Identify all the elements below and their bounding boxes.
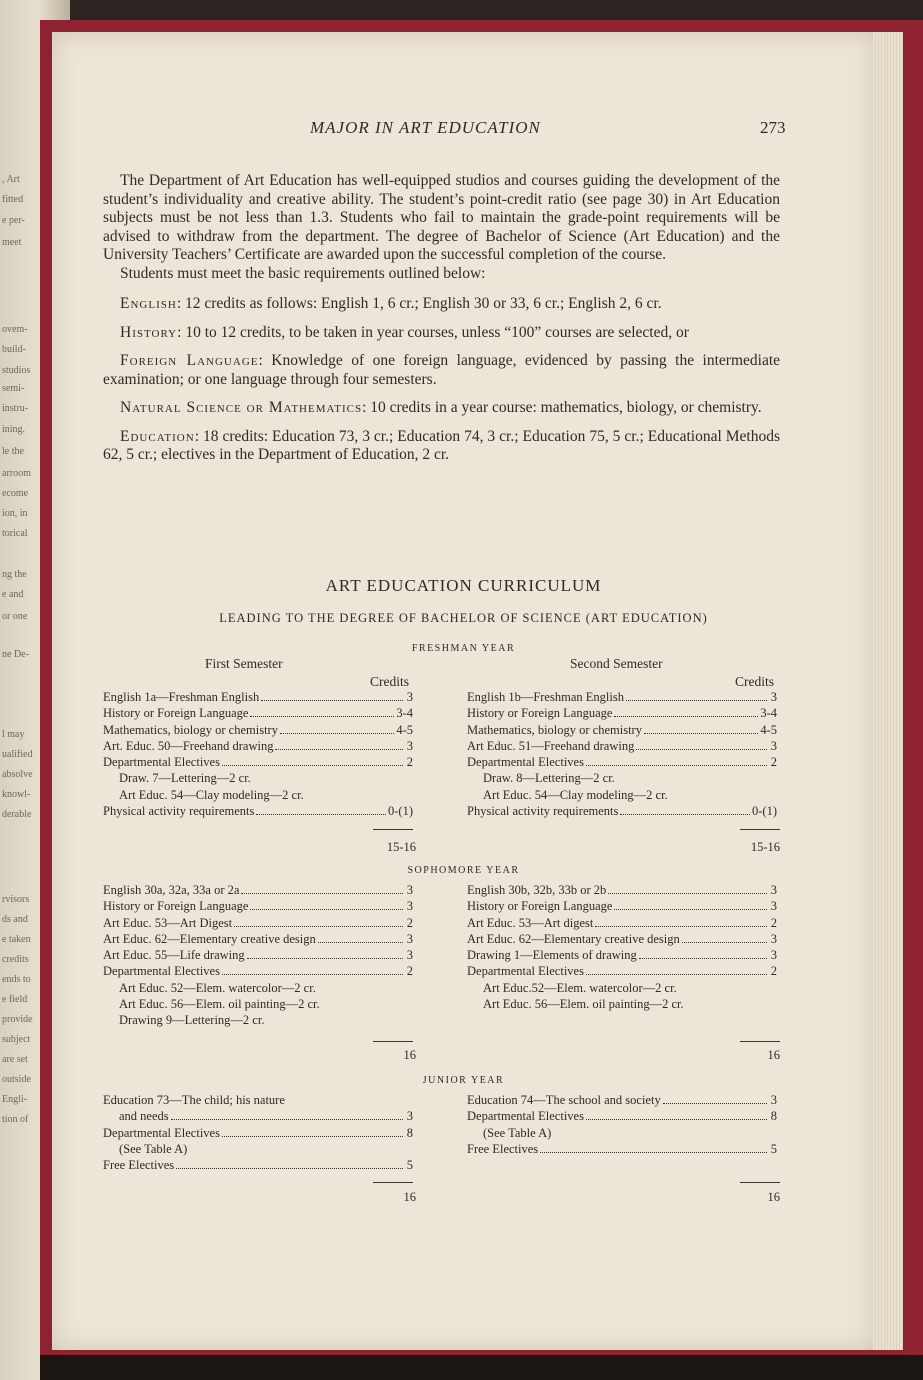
- course-name: Drawing 1—Elements of drawing: [467, 948, 637, 963]
- course-row: [103, 770, 413, 786]
- course-credits: 5: [406, 1158, 413, 1173]
- course-row: [103, 996, 413, 1012]
- leader-dots: [241, 882, 403, 894]
- leader-dots: [586, 963, 767, 975]
- course-name: Free Electives: [103, 1158, 175, 1173]
- course-row: [467, 947, 777, 963]
- margin-fragment: tion of: [2, 1114, 29, 1125]
- leader-dots: [614, 898, 767, 910]
- course-row: [467, 1108, 777, 1124]
- course-row: [103, 754, 413, 770]
- margin-fragment: , Art: [2, 174, 20, 185]
- margin-fragment: subject: [2, 1034, 31, 1045]
- course-row: [467, 996, 777, 1012]
- leader-dots: [318, 931, 403, 943]
- course-name: Art Educ. 62—Elementary creative design: [103, 931, 316, 946]
- margin-fragment: ng the: [2, 569, 27, 580]
- course-row: [467, 1125, 777, 1141]
- intro-paragraph: The Department of Art Education has well-equipped studios and courses guiding the development of the student’s individuality and creative ability. The student’s point-credit ratio (see page 30) in Art Education subjects must be not less than 1.3. Students who fail to maintain the grade-point requirements will be advised to withdraw from the department. The degree of Bachelor of Science (Art Education) and the University Teachers’ Certificate are awarded upon the successful completion of the course.: [103, 172, 780, 263]
- margin-fragment: e field: [2, 994, 28, 1005]
- course-name: History or Foreign Language: [467, 706, 613, 721]
- freshman-second-total: 15-16: [750, 840, 780, 854]
- margin-fragment: ends to: [2, 974, 31, 985]
- course-name: Art Educ. 54—Clay modeling—2 cr.: [119, 787, 304, 802]
- course-credits: 2: [406, 755, 413, 770]
- leader-dots: [222, 754, 403, 766]
- course-credits: 3: [770, 690, 777, 704]
- course-name: Art Educ. 53—Art digest: [467, 915, 594, 930]
- course-name: History or Foreign Language: [103, 899, 249, 914]
- course-row: [467, 882, 777, 898]
- course-row: [467, 1141, 777, 1157]
- requirement-text: 10 to 12 credits, to be taken in year courses, unless “100” courses are selected, or: [185, 323, 689, 341]
- course-name: Art Educ. 62—Elementary creative design: [467, 931, 680, 946]
- margin-fragment: rvisors: [2, 894, 30, 905]
- requirement-english: English: 12 credits as follows: English 1, 6 cr.; English 30 or 33, 6 cr.; English 2, 6 cr.: [120, 295, 662, 312]
- leader-dots: [234, 915, 403, 927]
- margin-fragment: meet: [2, 237, 22, 248]
- requirement-text: Knowledge of one foreign language, evidenced by passing the intermediate examination; or one language through four semesters.: [103, 352, 781, 388]
- course-name: Education 74—The school and society: [467, 1093, 661, 1107]
- course-name: Art. Educ. 50—Freehand drawing: [103, 738, 274, 753]
- course-credits: 8: [406, 1125, 413, 1140]
- course-credits: 3: [406, 883, 413, 897]
- curriculum-title: ART EDUCATION CURRICULUM: [325, 576, 602, 595]
- leader-dots: [644, 722, 758, 734]
- margin-fragment: Engli-: [2, 1094, 27, 1105]
- requirement-label: Education: [120, 427, 195, 445]
- course-name: Drawing 9—Lettering—2 cr.: [119, 1013, 265, 1028]
- course-row: [467, 1092, 777, 1108]
- leader-dots: [682, 931, 767, 943]
- margin-fragment: l may: [2, 729, 25, 740]
- course-name: Free Electives: [467, 1141, 539, 1156]
- margin-fragment: outside: [2, 1074, 31, 1085]
- course-credits: 3: [406, 931, 413, 946]
- curriculum-subtitle: LEADING TO THE DEGREE OF BACHELOR OF SCIENCE (ART EDUCATION): [219, 611, 708, 625]
- course-credits: 3: [770, 738, 777, 753]
- course-name: Art Educ.52—Elem. watercolor—2 cr.: [483, 980, 677, 995]
- sophomore-year-label: SOPHOMORE YEAR: [407, 865, 520, 876]
- leader-dots: [586, 1108, 767, 1120]
- leader-dots: [608, 882, 767, 894]
- leader-dots: [540, 1141, 767, 1153]
- sophomore-first-semester: [103, 882, 413, 1029]
- leader-dots: [171, 1108, 403, 1120]
- total-rule: [740, 1182, 780, 1183]
- leader-dots: [256, 803, 386, 815]
- page-stack-edge: [873, 32, 903, 1350]
- course-name: Art Educ. 56—Elem. oil painting—2 cr.: [119, 997, 320, 1012]
- course-credits: 3: [770, 948, 777, 963]
- course-name: Art Educ. 52—Elem. watercolor—2 cr.: [119, 980, 316, 995]
- course-name: English 30a, 32a, 33a or 2a: [103, 883, 240, 897]
- margin-fragment: torical: [2, 528, 28, 539]
- margin-fragment: studios: [2, 365, 31, 376]
- leader-dots: [250, 705, 394, 717]
- margin-fragment: are set: [2, 1054, 28, 1065]
- course-credits: 2: [770, 964, 777, 979]
- margin-fragment: arroom: [2, 468, 31, 479]
- total-rule: [740, 1041, 780, 1042]
- course-row: [103, 1108, 413, 1124]
- total-rule: [373, 1041, 413, 1042]
- course-credits: 3: [770, 931, 777, 946]
- course-row: [467, 705, 777, 721]
- course-credits: 0-(1): [752, 804, 777, 819]
- page-header: [52, 118, 875, 142]
- course-row: [467, 963, 777, 979]
- course-name: Physical activity requirements: [467, 804, 619, 819]
- course-name: History or Foreign Language: [103, 706, 249, 721]
- course-row: [103, 787, 413, 803]
- leader-dots: [250, 898, 403, 910]
- course-row: [467, 980, 777, 996]
- course-credits: 4-5: [760, 722, 777, 737]
- course-credits: 4-5: [396, 722, 413, 737]
- course-credits: 3: [406, 1109, 413, 1124]
- course-row: [467, 754, 777, 770]
- course-name: Art Educ. 53—Art Digest: [103, 915, 233, 930]
- margin-fragment: ecome: [2, 488, 29, 499]
- course-credits: 3: [406, 690, 413, 704]
- course-credits: 2: [770, 915, 777, 930]
- first-semester-heading: First Semester: [205, 656, 283, 671]
- requirement-text: 10 credits in a year course: mathematics, biology, or chemistry.: [370, 399, 762, 416]
- second-semester-heading: Second Semester: [570, 656, 663, 671]
- course-name: English 1a—Freshman English: [103, 690, 260, 704]
- margin-fragment: provide: [2, 1014, 33, 1025]
- margin-fragment: ining.: [2, 424, 26, 435]
- course-name: Departmental Electives: [467, 755, 584, 770]
- course-row: [103, 722, 413, 738]
- margin-fragment: ualified: [2, 749, 33, 760]
- margin-fragment: derable: [2, 809, 32, 820]
- requirement-foreign-language: Foreign Language: Knowledge of one foreign language, evidenced by passing the intermediate examination; or one language through four semesters.: [103, 352, 781, 388]
- junior-first-total: 16: [403, 1190, 416, 1204]
- course-row: [467, 803, 777, 819]
- course-row: [103, 689, 413, 705]
- course-credits: 3: [770, 899, 777, 914]
- course-row: [467, 738, 777, 754]
- course-row: [467, 770, 777, 786]
- course-name: and needs: [119, 1109, 169, 1124]
- course-credits: 3-4: [760, 706, 777, 721]
- course-row: [467, 689, 777, 705]
- margin-fragment: e per-: [2, 215, 25, 226]
- course-name: Draw. 8—Lettering—2 cr.: [483, 771, 615, 786]
- course-name: Physical activity requirements: [103, 804, 255, 819]
- leader-dots: [620, 803, 750, 815]
- intro-section: [103, 172, 780, 465]
- course-row: [103, 915, 413, 931]
- margin-fragment: instru-: [2, 403, 29, 414]
- course-credits: 3: [406, 738, 413, 753]
- course-row: [103, 705, 413, 721]
- course-name: Departmental Electives: [103, 964, 220, 979]
- junior-second-total: 16: [767, 1190, 780, 1204]
- requirement-label: Natural Science or Mathematics: [120, 399, 363, 416]
- course-name: Departmental Electives: [103, 755, 220, 770]
- course-name: Art Educ. 54—Clay modeling—2 cr.: [483, 787, 668, 802]
- course-row: [103, 980, 413, 996]
- requirement-history: History: 10 to 12 credits, to be taken in year courses, unless “100” courses are selected, or: [120, 323, 689, 341]
- course-row: [103, 947, 413, 963]
- course-row: [103, 738, 413, 754]
- course-row: [103, 1141, 413, 1157]
- margin-fragment: knowl-: [2, 789, 31, 800]
- requirement-label: Foreign Language: [120, 352, 259, 369]
- leader-dots: [222, 1125, 403, 1137]
- course-credits: 2: [406, 964, 413, 979]
- sophomore-second-semester: [467, 882, 777, 1012]
- course-name: Mathematics, biology or chemistry: [467, 722, 642, 737]
- course-row: [467, 722, 777, 738]
- course-credits: 0-(1): [388, 804, 413, 819]
- course-row: [467, 915, 777, 931]
- total-rule: [373, 829, 413, 830]
- requirement-label: English: [120, 295, 177, 312]
- junior-year-label: JUNIOR YEAR: [422, 1075, 505, 1086]
- total-rule: [740, 829, 780, 830]
- margin-fragment: e and: [2, 589, 24, 600]
- sophomore-first-total: 16: [403, 1048, 416, 1062]
- course-name: Departmental Electives: [467, 964, 584, 979]
- page-number: 273: [760, 118, 786, 137]
- course-name: Departmental Electives: [103, 1125, 220, 1140]
- freshman-year-label: FRESHMAN YEAR: [411, 643, 516, 654]
- running-head: MAJOR IN ART EDUCATION: [310, 118, 541, 137]
- course-row: [467, 898, 777, 914]
- course-credits: 2: [770, 755, 777, 770]
- leader-dots: [275, 738, 403, 750]
- margin-fragment: e taken: [2, 934, 31, 945]
- course-name: Art Educ. 51—Freehand drawing: [467, 738, 635, 753]
- sophomore-second-total: 16: [767, 1048, 780, 1062]
- course-credits: 8: [770, 1109, 777, 1124]
- course-credits: 3-4: [396, 706, 413, 721]
- course-row: [103, 1092, 413, 1108]
- junior-second-semester: [467, 1092, 777, 1157]
- leader-dots: [626, 689, 767, 701]
- course-name: (See Table A): [119, 1141, 188, 1156]
- course-name: Mathematics, biology or chemistry: [103, 722, 278, 737]
- course-name: Art Educ. 55—Life drawing: [103, 948, 245, 963]
- leader-dots: [663, 1092, 767, 1104]
- course-name: Draw. 7—Lettering—2 cr.: [119, 771, 251, 786]
- course-row: [103, 1125, 413, 1141]
- course-row: [467, 931, 777, 947]
- leader-dots: [586, 754, 767, 766]
- course-row: [103, 963, 413, 979]
- course-credits: 3: [406, 948, 413, 963]
- requirement-text: 12 credits as follows: English 1, 6 cr.; English 30 or 33, 6 cr.; English 2, 6 cr.: [185, 295, 662, 312]
- margin-fragment: ovem-: [2, 324, 28, 335]
- course-row: [103, 803, 413, 819]
- course-credits: 3: [406, 899, 413, 914]
- requirement-education: Education: 18 credits: Education 73, 3 cr.; Education 74, 3 cr.; Education 75, 5 cr.; Educational Methods 62, 5 cr.; electives in the Department of Education, 2 cr.: [103, 427, 780, 463]
- leader-dots: [247, 947, 403, 959]
- course-name: Art Educ. 56—Elem. oil painting—2 cr.: [483, 997, 684, 1012]
- course-name: English 30b, 32b, 33b or 2b: [467, 883, 607, 897]
- basic-requirements-line: Students must meet the basic requirements outlined below:: [120, 264, 486, 282]
- course-row: [103, 882, 413, 898]
- course-credits: 3: [770, 1093, 777, 1107]
- margin-fragment: absolve: [2, 769, 33, 780]
- course-credits: 3: [770, 883, 777, 897]
- margin-fragment: fitted: [2, 194, 24, 205]
- freshman-first-semester: [103, 689, 413, 819]
- course-credits: 2: [406, 915, 413, 930]
- total-rule: [373, 1182, 413, 1183]
- margin-fragment: or one: [2, 611, 28, 622]
- freshman-first-total: 15-16: [386, 840, 416, 854]
- margin-fragment: le the: [2, 446, 24, 457]
- margin-fragment: ion, in: [2, 508, 28, 519]
- margin-fragment: semi-: [2, 383, 25, 394]
- credits-heading: Credits: [370, 674, 409, 689]
- course-name: English 1b—Freshman English: [467, 690, 624, 704]
- leader-dots: [280, 722, 394, 734]
- course-row: [103, 1012, 413, 1028]
- leader-dots: [176, 1157, 403, 1169]
- leader-dots: [222, 963, 403, 975]
- course-name: History or Foreign Language: [467, 899, 613, 914]
- leader-dots: [636, 738, 767, 750]
- margin-fragment: build-: [2, 344, 26, 355]
- margin-fragment: ds and: [2, 914, 28, 925]
- leader-dots: [261, 689, 403, 701]
- course-name: Education 73—The child; his nature: [103, 1093, 285, 1107]
- requirement-label: History: [120, 323, 178, 341]
- leader-dots: [614, 705, 758, 717]
- freshman-second-semester: [467, 689, 777, 819]
- credits-heading: Credits: [735, 674, 774, 689]
- junior-first-semester: [103, 1092, 413, 1173]
- requirement-text: 18 credits: Education 73, 3 cr.; Education 74, 3 cr.; Education 75, 5 cr.; Educational Methods 62, 5 cr.; electives in the Department of Education, 2 cr.: [103, 427, 780, 463]
- course-row: [103, 898, 413, 914]
- margin-fragment: credits: [2, 954, 29, 965]
- leader-dots: [639, 947, 767, 959]
- margin-fragment: ne De-: [2, 649, 29, 660]
- bottom-shadow: [40, 1355, 923, 1380]
- course-name: (See Table A): [483, 1125, 552, 1140]
- course-row: [103, 1157, 413, 1173]
- leader-dots: [595, 915, 767, 927]
- requirement-natural-science: Natural Science or Mathematics: 10 credits in a year course: mathematics, biology, or chemistry.: [120, 399, 762, 416]
- course-row: [103, 931, 413, 947]
- course-row: [467, 787, 777, 803]
- course-name: Departmental Electives: [467, 1109, 584, 1124]
- course-credits: 5: [770, 1141, 777, 1156]
